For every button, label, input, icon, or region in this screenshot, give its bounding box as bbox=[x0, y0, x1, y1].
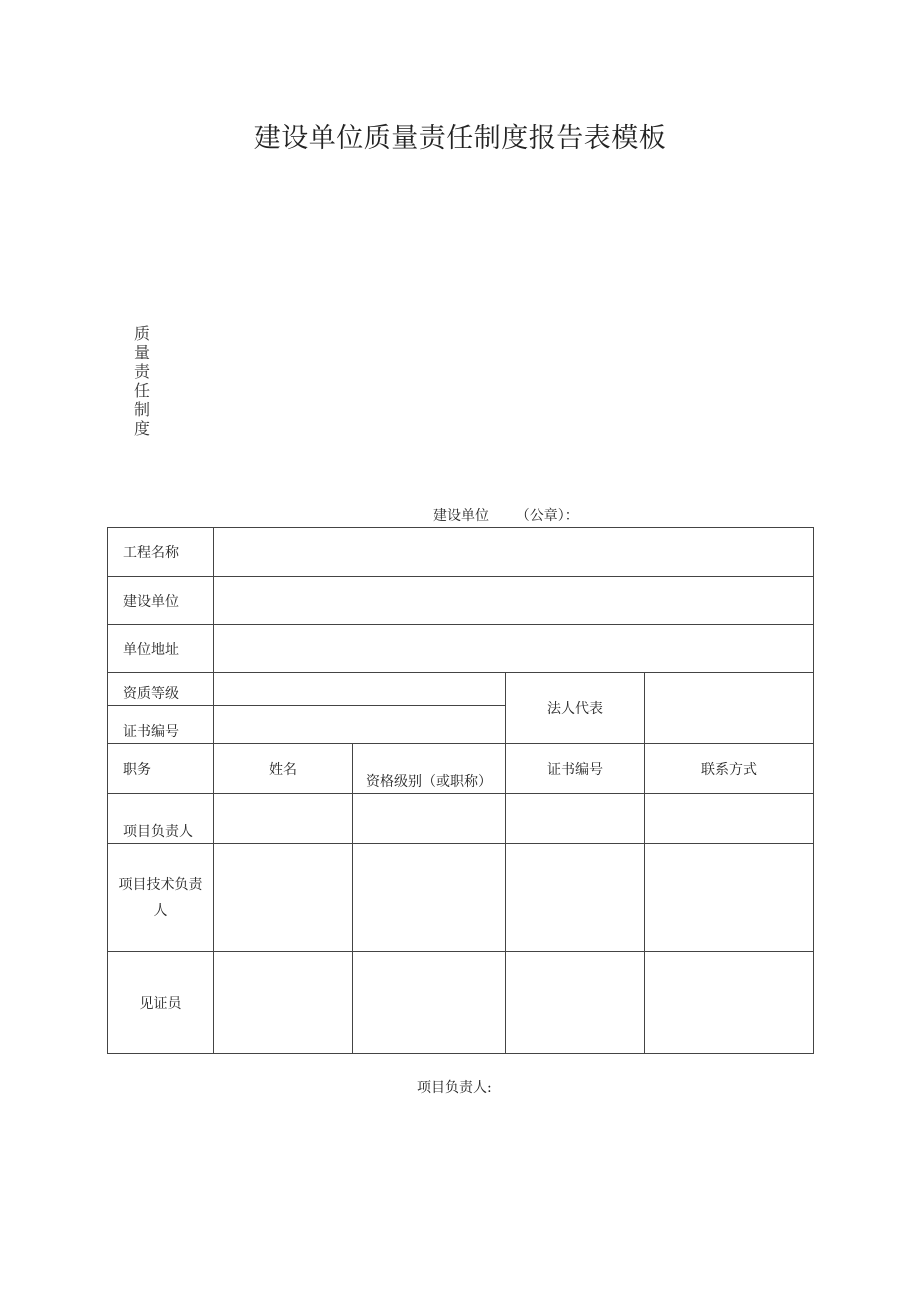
qualification-field[interactable] bbox=[214, 673, 506, 706]
certificate-no-cell[interactable] bbox=[506, 794, 645, 844]
header-contact: 联系方式 bbox=[645, 744, 814, 794]
table-header-row bbox=[108, 744, 814, 794]
header-position: 职务 bbox=[108, 744, 214, 794]
signature-label: 项目负责人: bbox=[417, 1080, 492, 1096]
document-title: 建设单位质量责任制度报告表模板 bbox=[253, 123, 667, 154]
legal-rep-field[interactable] bbox=[645, 673, 814, 744]
qualification-level-cell[interactable] bbox=[353, 952, 506, 1054]
vertical-char: 责 bbox=[133, 362, 150, 381]
vertical-char: 任 bbox=[133, 381, 150, 400]
project-name-label: 工程名称 bbox=[108, 528, 214, 577]
header-certificate-no: 证书编号 bbox=[506, 744, 645, 794]
table-row bbox=[108, 673, 814, 706]
certificate-no-cell[interactable] bbox=[506, 844, 645, 952]
name-cell[interactable] bbox=[214, 844, 353, 952]
construction-unit-label: 建设单位 bbox=[108, 577, 214, 625]
table-row bbox=[108, 794, 814, 844]
header-name: 姓名 bbox=[214, 744, 353, 794]
contact-cell[interactable] bbox=[645, 794, 814, 844]
certificate-no-cell[interactable] bbox=[506, 952, 645, 1054]
seal-line: 建设单位 （公章）： bbox=[433, 508, 579, 524]
vertical-char: 度 bbox=[133, 419, 150, 438]
header-qualification-level: 资格级别（或职称） bbox=[353, 744, 506, 794]
certificate-no-field[interactable] bbox=[214, 706, 506, 744]
qualification-label: 资质等级 bbox=[108, 673, 214, 706]
contact-cell[interactable] bbox=[645, 844, 814, 952]
unit-address-label: 单位地址 bbox=[108, 625, 214, 673]
name-cell[interactable] bbox=[214, 952, 353, 1054]
row-role-label: 见证员 bbox=[108, 952, 214, 1054]
name-cell[interactable] bbox=[214, 794, 353, 844]
vertical-char: 质 bbox=[133, 324, 150, 343]
report-table bbox=[107, 527, 814, 1054]
qualification-level-cell[interactable] bbox=[353, 794, 506, 844]
construction-unit-field[interactable] bbox=[214, 577, 814, 625]
vertical-char: 制 bbox=[133, 400, 150, 419]
vertical-label bbox=[132, 324, 152, 438]
row-role-label: 项目负责人 bbox=[108, 794, 214, 844]
table-row bbox=[108, 844, 814, 952]
qualification-level-cell[interactable] bbox=[353, 844, 506, 952]
unit-address-field[interactable] bbox=[214, 625, 814, 673]
legal-rep-label: 法人代表 bbox=[506, 673, 645, 744]
table-row bbox=[108, 952, 814, 1054]
certificate-no-label: 证书编号 bbox=[108, 706, 214, 744]
vertical-char: 量 bbox=[133, 343, 150, 362]
table-row bbox=[108, 625, 814, 673]
contact-cell[interactable] bbox=[645, 952, 814, 1054]
row-role-label: 项目技术负责人 bbox=[108, 844, 214, 952]
table-row bbox=[108, 528, 814, 577]
project-name-field[interactable] bbox=[214, 528, 814, 577]
table-row bbox=[108, 577, 814, 625]
